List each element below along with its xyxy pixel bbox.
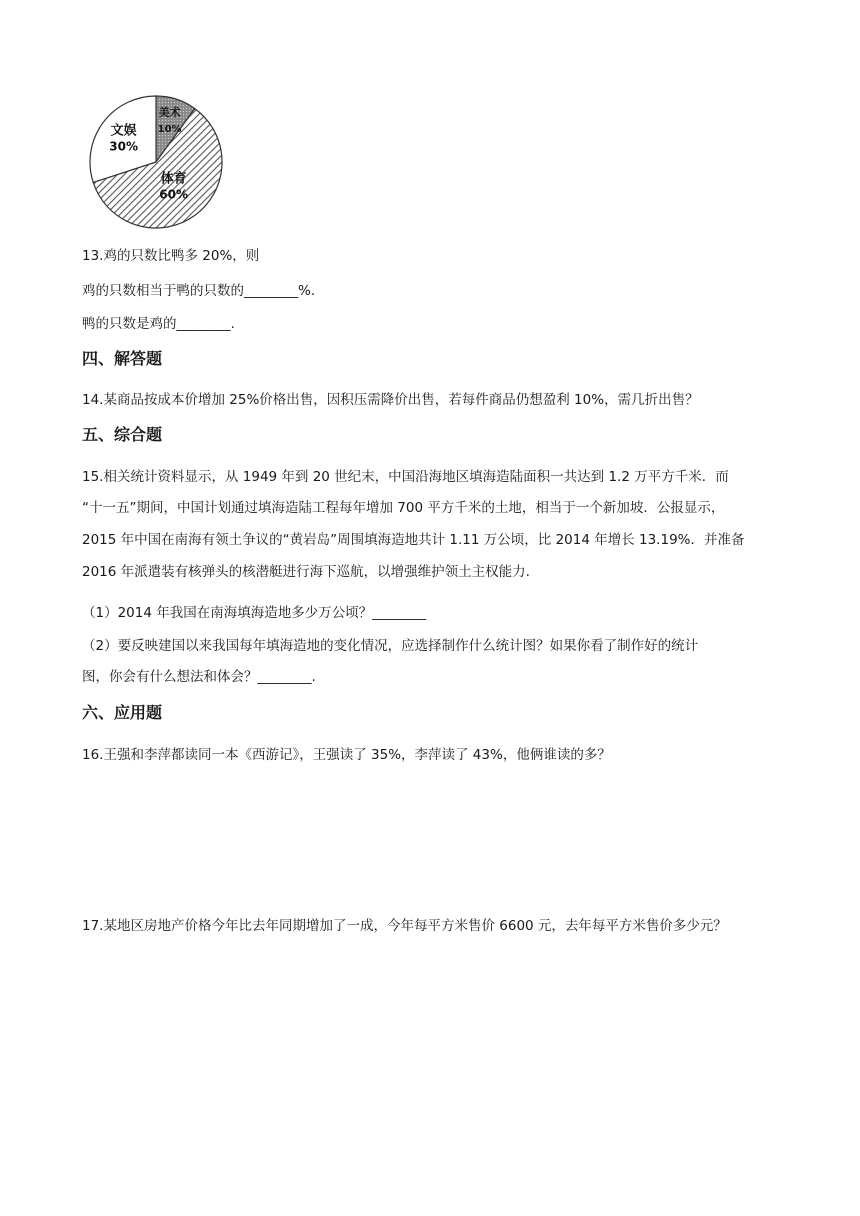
q15-sub2-line1: （2）要反映建国以来我国每年填海造地的变化情况，应选择制作什么统计图？如果你看了制作好的统计 [82, 638, 699, 654]
q15-line1: 15.相关统计资料显示，从 1949 年到 20 世纪末，中国沿海地区填海造陆面积一共达到 1.2 万平方千米．而 [82, 469, 729, 485]
q15-line4: 2016 年派遣装有核弹头的核潜艇进行海下巡航，以增强维护领土主权能力. [82, 564, 530, 580]
section-5-heading: 五、综合题 [82, 425, 163, 444]
q15-line3: 2015 年中国在南海有领土争议的“黄岩岛”周围填海造地共计 1.11 万公顷，比 2014 年增长 13.19%．并准备 [82, 532, 745, 548]
q15-sub2-line2: 图，你会有什么想法和体会？________. [82, 669, 316, 685]
section-6-heading: 六、应用题 [82, 703, 163, 722]
q13-part2: 鸭的只数是鸡的________. [82, 316, 235, 332]
pie-value-label-2: 30% [109, 139, 139, 154]
q14-text: 14.某商品按成本价增加 25%价格出售，因积压需降价出售，若每件商品仍想盈利 10%，需几折出售？ [82, 392, 699, 408]
q13-stem: 13.鸡的只数比鸭多 20%，则 [82, 248, 260, 264]
section-4-heading: 四、解答题 [82, 349, 163, 368]
pie-chart [86, 92, 226, 232]
pie-label-0: 美术 [158, 106, 181, 120]
pie-value-label-1: 60% [159, 187, 189, 202]
q15-line2: “十一五”期间，中国计划通过填海造陆工程每年增加 700 平方千米的土地，相当于一个新加坡．公报显示， [82, 500, 725, 516]
q16-text: 16.王强和李萍都读同一本《西游记》，王强读了 35%，李萍读了 43%，他俩谁读的多？ [82, 747, 611, 763]
pie-value-label-0: 10% [157, 124, 182, 136]
pie-label-1: 体育 [160, 171, 187, 187]
pie-label-2: 文娱 [110, 123, 137, 139]
q17-text: 17.某地区房地产价格今年比去年同期增加了一成，今年每平方米售价 6600 元，去年每平方米售价多少元？ [82, 918, 727, 934]
q15-sub1: （1）2014 年我国在南海填海造地多少万公顷？________ [82, 605, 427, 621]
q13-part1: 鸡的只数相当于鸭的只数的________%. [82, 283, 316, 299]
